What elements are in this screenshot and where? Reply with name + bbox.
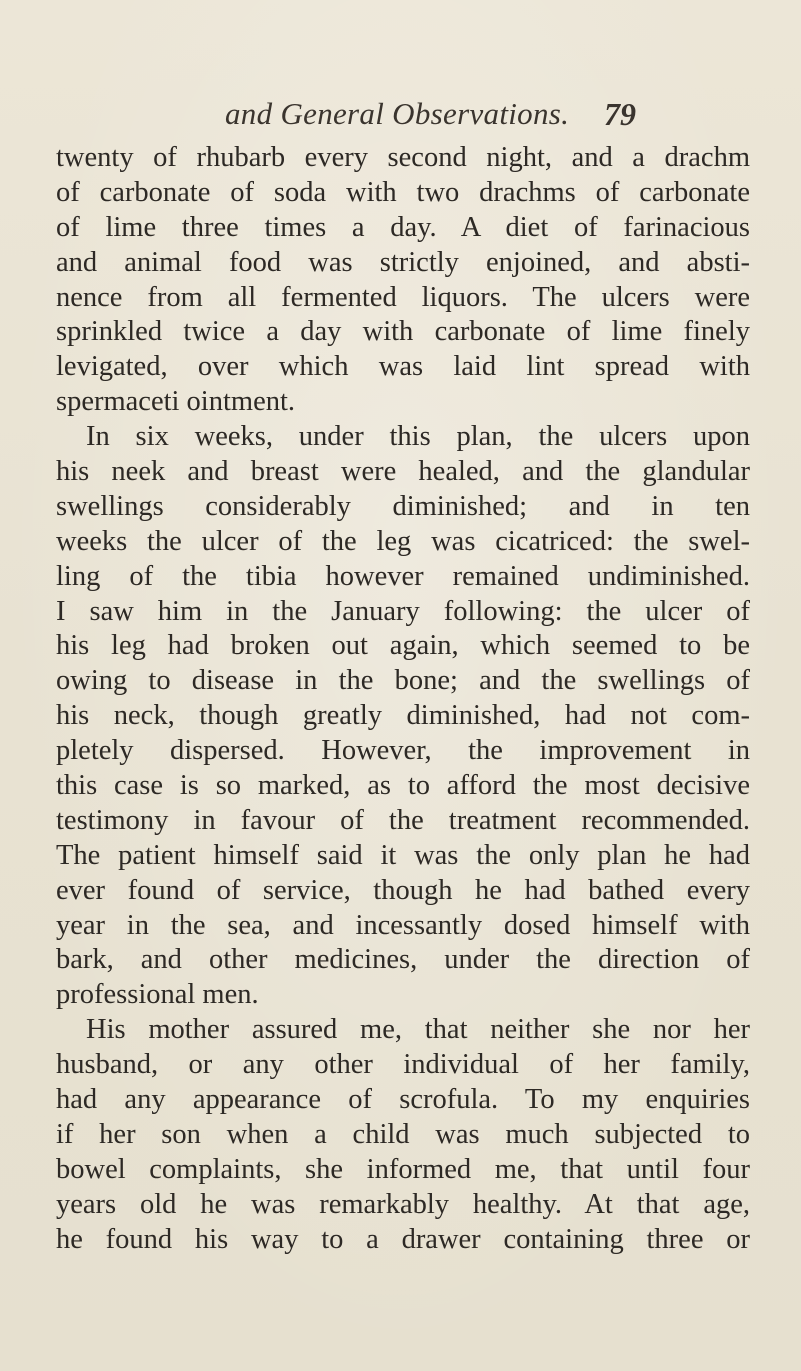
text-line: I saw him in the January following: the ulcer of [56, 595, 750, 627]
text-line: his neck, though greatly diminished, had not com- [56, 700, 750, 732]
page-header [0, 96, 801, 136]
text-line: nence from all fermented liquors. The ulcers were [56, 281, 750, 313]
text-line: sprinkled twice a day with carbonate of lime finely [56, 316, 750, 348]
text-line: testimony in favour of the treatment recommended. [56, 804, 750, 836]
text-line: swellings considerably diminished; and in ten [56, 490, 750, 522]
text-line: his neek and breast were healed, and the glandular [56, 456, 750, 488]
page-number: 79 [604, 96, 636, 132]
text-line: this case is so marked, as to afford the most decisive [56, 770, 750, 802]
text-line: In six weeks, under this plan, the ulcers upon [86, 421, 750, 453]
text-line: His mother assured me, that neither she nor her [86, 1014, 750, 1046]
text-line: ever found of service, though he had bathed every [56, 874, 750, 906]
text-line: of carbonate of soda with two drachms of carbonate [56, 176, 750, 208]
text-line: he found his way to a drawer containing three or [56, 1223, 750, 1255]
text-line: spermaceti ointment. [56, 386, 296, 418]
text-line: if her son when a child was much subjected to [56, 1118, 750, 1150]
text-line: twenty of rhubarb every second night, and a drachm [56, 142, 750, 173]
text-line: ling of the tibia however remained undiminished. [56, 560, 750, 592]
text-line: years old he was remarkably healthy. At that age, [56, 1188, 750, 1220]
text-line: owing to disease in the bone; and the swellings of [56, 665, 750, 697]
text-line: bowel complaints, she informed me, that until four [56, 1153, 750, 1185]
body-text [56, 141, 750, 1258]
running-head: and General Observations. [225, 96, 570, 131]
text-line: and animal food was strictly enjoined, and absti- [56, 246, 750, 278]
text-line: bark, and other medicines, under the direction of [56, 944, 750, 976]
text-line: of lime three times a day. A diet of farinacious [56, 211, 750, 243]
text-line: weeks the ulcer of the leg was cicatriced: the swel- [56, 525, 750, 557]
text-line: husband, or any other individual of her family, [56, 1049, 750, 1081]
text-line: The patient himself said it was the only plan he had [56, 839, 750, 871]
text-line: pletely dispersed. However, the improvement in [56, 735, 750, 767]
text-line: had any appearance of scrofula. To my enquiries [56, 1084, 750, 1116]
text-line: professional men. [56, 979, 259, 1011]
text-line: levigated, over which was laid lint spread with [56, 351, 750, 383]
text-line: his leg had broken out again, which seemed to be [56, 630, 750, 662]
text-line: year in the sea, and incessantly dosed himself with [56, 909, 750, 941]
